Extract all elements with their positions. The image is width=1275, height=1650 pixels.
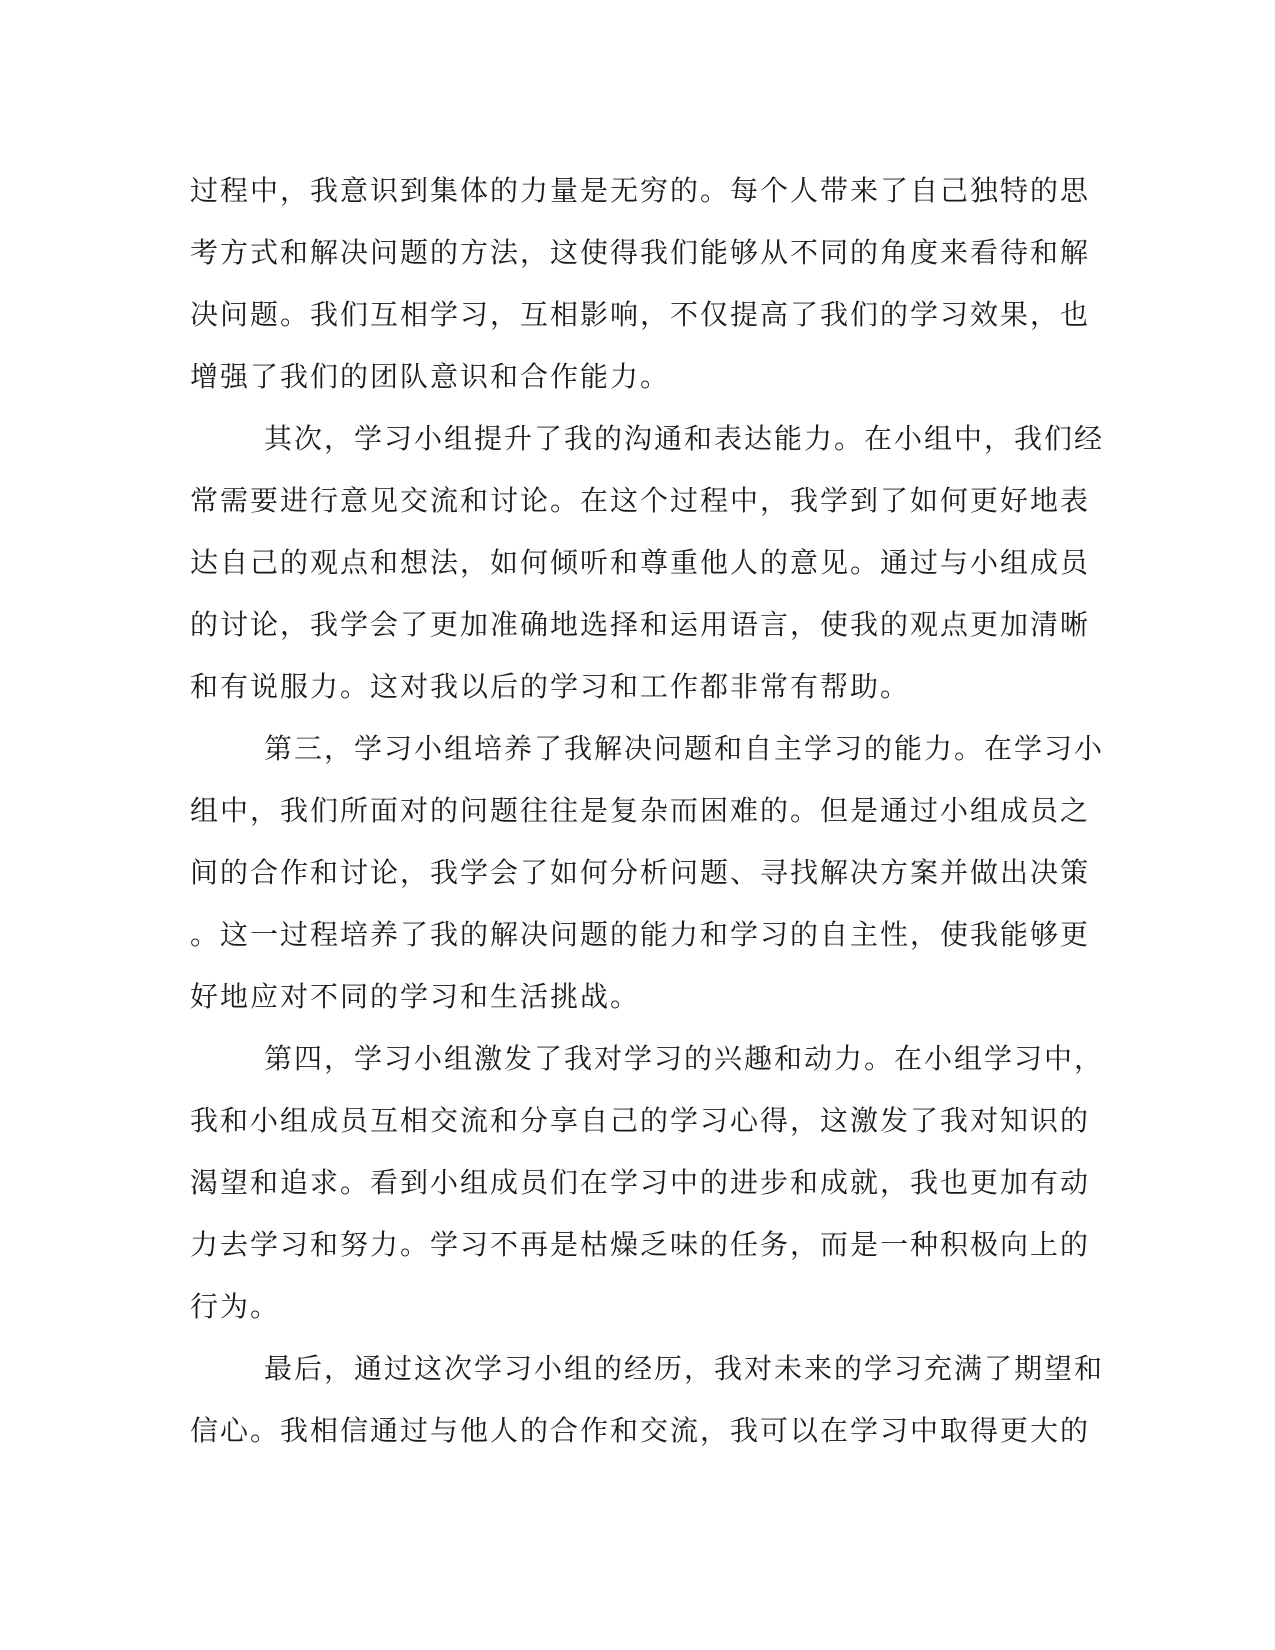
body-text	[190, 160, 1105, 1462]
text-line: 达自己的观点和想法，如何倾听和尊重他人的意见。通过与小组成员	[190, 546, 1091, 579]
text-line: 间的合作和讨论，我学会了如何分析问题、寻找解决方案并做出决策	[190, 856, 1091, 889]
text-line: 增强了我们的团队意识和合作能力。	[190, 360, 671, 393]
text-line: 组中，我们所面对的问题往往是复杂而困难的。但是通过小组成员之	[190, 794, 1091, 827]
text-line: 决问题。我们互相学习，互相影响，不仅提高了我们的学习效果，也	[190, 298, 1091, 331]
text-line: 常需要进行意见交流和讨论。在这个过程中，我学到了如何更好地表	[190, 484, 1091, 517]
paragraph-start-line: 最后，通过这次学习小组的经历，我对未来的学习充满了期望和	[264, 1352, 1105, 1385]
text-line: 的讨论，我学会了更加准确地选择和运用语言，使我的观点更加清晰	[190, 608, 1091, 641]
text-line: 好地应对不同的学习和生活挑战。	[190, 980, 641, 1013]
text-line: 信心。我相信通过与他人的合作和交流，我可以在学习中取得更大的	[190, 1414, 1091, 1447]
text-line: 我和小组成员互相交流和分享自己的学习心得，这激发了我对知识的	[190, 1104, 1091, 1137]
paragraph-start-line: 其次，学习小组提升了我的沟通和表达能力。在小组中，我们经	[264, 422, 1105, 455]
text-line: 考方式和解决问题的方法，这使得我们能够从不同的角度来看待和解	[190, 236, 1091, 269]
text-line: 和有说服力。这对我以后的学习和工作都非常有帮助。	[190, 670, 911, 703]
text-line: 。这一过程培养了我的解决问题的能力和学习的自主性，使我能够更	[190, 918, 1091, 951]
paragraph-start-line: 第四，学习小组激发了我对学习的兴趣和动力。在小组学习中，	[264, 1042, 1105, 1075]
text-line: 过程中，我意识到集体的力量是无穷的。每个人带来了自己独特的思	[190, 174, 1091, 207]
text-line: 渴望和追求。看到小组成员们在学习中的进步和成就，我也更加有动	[190, 1166, 1091, 1199]
text-line: 行为。	[190, 1290, 281, 1323]
text-line: 力去学习和努力。学习不再是枯燥乏味的任务，而是一种积极向上的	[190, 1228, 1091, 1261]
paragraph-start-line: 第三，学习小组培养了我解决问题和自主学习的能力。在学习小	[264, 732, 1105, 765]
